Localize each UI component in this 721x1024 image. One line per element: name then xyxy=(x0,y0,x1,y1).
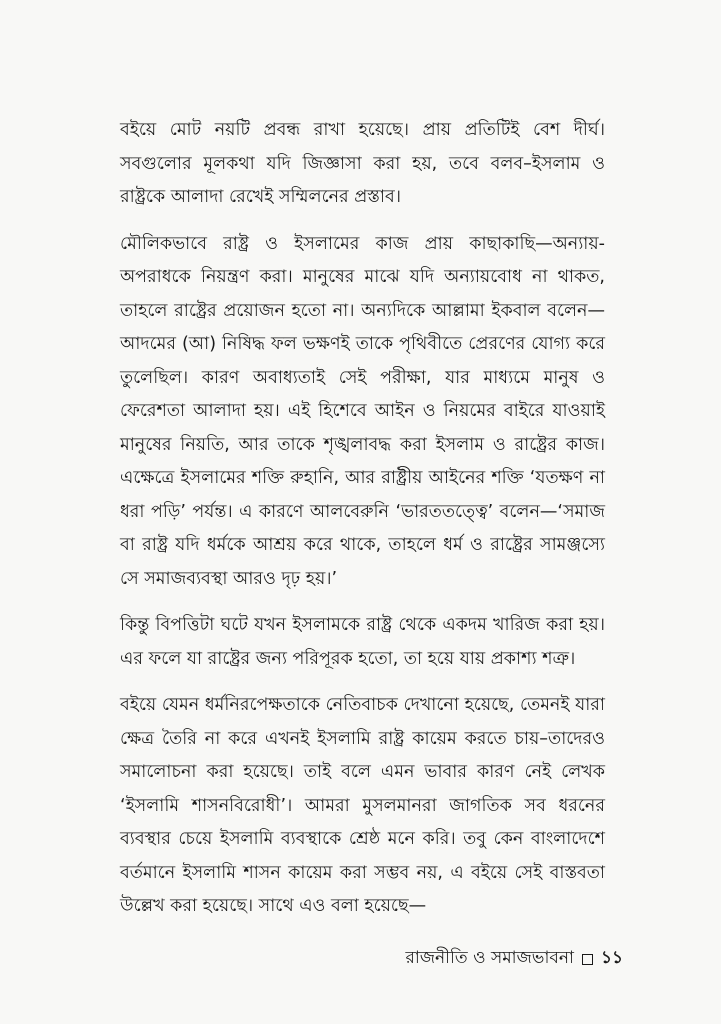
paragraph-2: মৌলিকভাবে রাষ্ট্র ও ইসলামের কাজ প্রায় কাছাকাছি—অন্যায়-অপরাধকে নিয়ন্ত্রণ করা। মানুষের মাঝে যদি অন্যায়বোধ না থাকত, তাহলে রাষ্ট্রের প্রয়োজন হতো না। অন্যদিকে আল্লামা ইকবাল বলেন—আদমের (আ) নিষিদ্ধ ফল ভক্ষণই তাকে পৃথিবীতে প্রেরণের যোগ্য করে তুলেছিল। কারণ অবাধ্যতাই সেই পরীক্ষা, যার মাধ্যমে মানুষ ও ফেরেশতা আলাদা হয়। এই হিশেবে আইন ও নিয়মের বাইরে যাওয়াই মানুষের নিয়তি, আর তাকে শৃঙ্খলাবদ্ধ করা ইসলাম ও রাষ্ট্রের কাজ। এক্ষেত্রে ইসলামের শক্তি রুহানি, আর রাষ্ট্রীয় আইনের শক্তি ‘যতক্ষণ না ধরা পড়ি’ পর্যন্ত। এ কারণে আলবেরুনি ‘ভারততত্ত্বে’ বলেন—‘সমাজ বা রাষ্ট্র যদি ধর্মকে আশ্রয় করে থাকে, তাহলে ধর্ম ও রাষ্ট্রের সামঞ্জস্যে সে সমাজব্যবস্থা আরও দৃঢ় হয়।’ xyxy=(120,233,605,589)
body-text xyxy=(120,114,605,937)
paragraph-1: বইয়ে মোট নয়টি প্রবন্ধ রাখা হয়েছে। প্রায় প্রতিটিই বেশ দীর্ঘ। সবগুলোর মূলকথা যদি জিজ্ঞাসা করা হয়, তবে বলব–ইসলাম ও রাষ্ট্রকে আলাদা রেখেই সম্মিলনের প্রস্তাব। xyxy=(120,120,605,207)
running-title: রাজনীতি ও সমাজভাবনা xyxy=(405,948,574,968)
square-separator-icon xyxy=(582,954,593,965)
page-footer xyxy=(406,945,623,973)
page-number: ১১ xyxy=(600,948,623,968)
paragraph-3: কিন্তু বিপত্তিটা ঘটে যখন ইসলামকে রাষ্ট্র থেকে একদম খারিজ করা হয়। এর ফলে যা রাষ্ট্রের জন্য পরিপূরক হতো, তা হয়ে যায় প্রকাশ্য শত্রু। xyxy=(120,615,605,669)
paragraph-4: বইয়ে যেমন ধর্মনিরপেক্ষতাকে নেতিবাচক দেখানো হয়েছে, তেমনই যারা ক্ষেত্র তৈরি না করে এখনই ইসলামি রাষ্ট্র কায়েম করতে চায়–তাদেরও সমালোচনা করা হয়েছে। তাই বলে এমন ভাবার কারণ নেই লেখক ‘ইসলামি শাসনবিরোধী’। আমরা মুসলমানরা জাগতিক সব ধরনের ব্যবস্থার চেয়ে ইসলামি ব্যবস্থাকে শ্রেষ্ঠ মনে করি। তবু কেন বাংলাদেশে বর্তমানে ইসলামি শাসন কায়েম করা সম্ভব নয়, এ বইয়ে সেই বাস্তবতা উল্লেখ করা হয়েছে। সাথে এও বলা হয়েছে— xyxy=(120,695,605,916)
